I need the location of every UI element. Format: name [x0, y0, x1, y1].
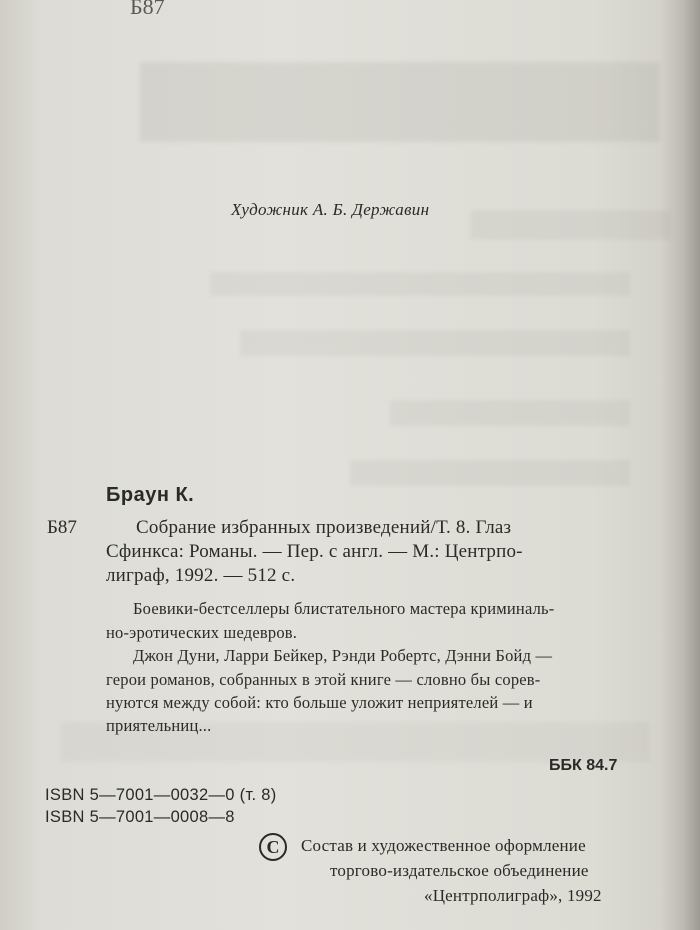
bib-line: Собрание избранных произведений/Т. 8. Глаз	[136, 517, 512, 538]
artist-credit: Художник А. Б. Державин	[231, 200, 430, 219]
abstract-line: но-эротических шедевров.	[106, 623, 298, 642]
show-through-block	[390, 400, 630, 426]
show-through-block	[140, 62, 660, 142]
author-name: Браун К.	[106, 484, 195, 506]
show-through-block	[470, 210, 670, 240]
show-through-block	[210, 272, 630, 296]
copyright-line: Состав и художественное оформление	[301, 836, 586, 855]
abstract-line: герои романов, собранных в этой книге — словно бы сорев-	[106, 670, 541, 689]
bbk-code: ББК 84.7	[549, 757, 618, 774]
show-through-block	[350, 460, 630, 486]
catalog-code: Б87	[47, 517, 77, 538]
header-code: Б87	[130, 0, 165, 19]
show-through-block	[240, 330, 630, 356]
abstract-line: Боевики-бестселлеры блистательного мастера криминаль-	[133, 599, 555, 618]
abstract-line: приятельниц...	[106, 716, 212, 735]
isbn-set: ISBN 5—7001—0008—8	[45, 808, 235, 826]
bib-line: Сфинкса: Романы. — Пер. с англ. — М.: Центрпо-	[106, 541, 523, 562]
copyright-line: торгово-издательское объединение	[330, 861, 589, 880]
copyright-icon: C	[259, 833, 287, 861]
isbn-volume: ISBN 5—7001—0032—0 (т. 8)	[45, 786, 277, 804]
abstract-line: нуются между собой: кто больше уложит неприятелей — и	[106, 693, 533, 712]
abstract-line: Джон Дуни, Ларри Бейкер, Рэнди Робертс, Дэнни Бойд —	[133, 646, 553, 665]
copyright-line: «Центрполиграф», 1992	[424, 886, 602, 905]
bib-line: лиграф, 1992. — 512 с.	[106, 565, 296, 586]
page-edge-shadow	[660, 0, 700, 930]
